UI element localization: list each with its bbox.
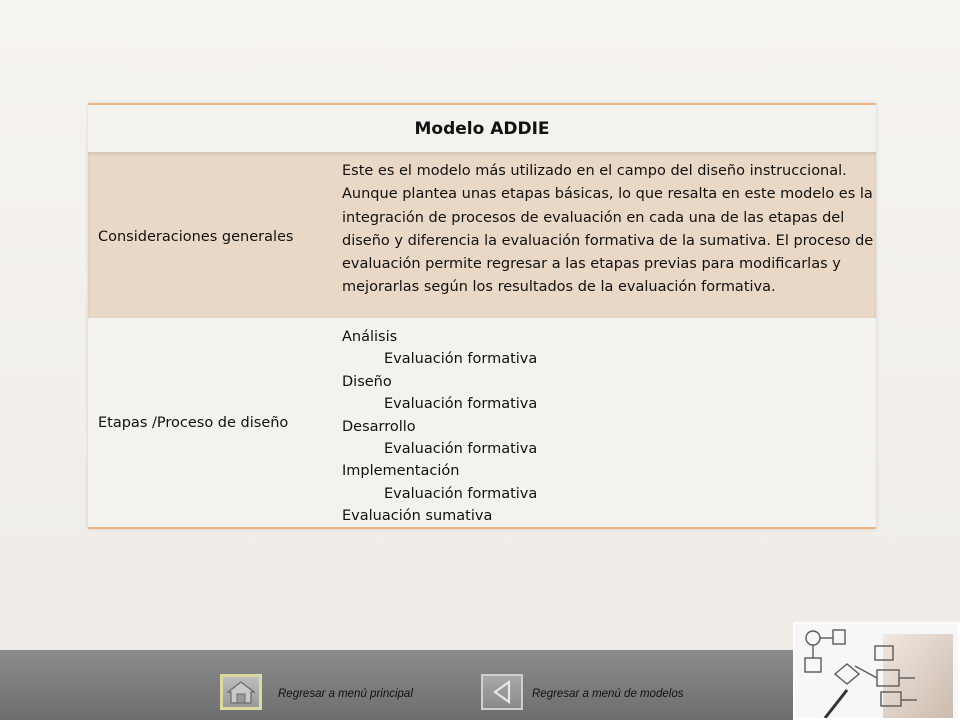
home-button[interactable] [220, 674, 262, 710]
stage-item: Evaluación formativa [384, 485, 538, 502]
stage-item: Evaluación formativa [384, 441, 538, 458]
table-row-stages [88, 318, 876, 529]
considerations-paragraph: Este es el modelo más utilizado en el campo del diseño instruccional. Aunque plantea unas etapas básicas, lo que resalta en este modelo es la integración de procesos de evaluación en cada una de las etapas del diseño y diferencia la evaluación formativa de la sumativa. El proceso de evaluación permite regresar a las etapas previas para modificarlas y mejorarlas según los resultados de la evaluación formativa. [342, 163, 874, 296]
table-row-considerations [88, 152, 876, 318]
stage-item: Diseño [342, 373, 392, 390]
row-content [334, 152, 876, 318]
row-content [334, 318, 876, 527]
stage-item: Evaluación formativa [384, 351, 538, 368]
addie-table [88, 103, 876, 529]
stage-list [342, 326, 876, 528]
row-label: Etapas /Proceso de diseño [98, 414, 289, 431]
back-button[interactable] [481, 674, 523, 710]
page-title: Modelo ADDIE [414, 118, 550, 139]
home-icon [223, 677, 259, 707]
models-link[interactable]: Regresar a menú de modelos [532, 688, 684, 700]
back-arrow-icon [483, 676, 521, 708]
home-link[interactable]: Regresar a menú principal [278, 688, 413, 700]
stage-item: Evaluación formativa [384, 396, 538, 413]
stage-item: Evaluación sumativa [342, 508, 493, 525]
row-label: Consideraciones generales [98, 229, 294, 245]
stage-item: Implementación [342, 463, 460, 480]
flowchart-photo [793, 622, 960, 720]
stage-item: Desarrollo [342, 418, 416, 435]
table-title-row [88, 103, 876, 152]
stage-item: Análisis [342, 329, 398, 345]
